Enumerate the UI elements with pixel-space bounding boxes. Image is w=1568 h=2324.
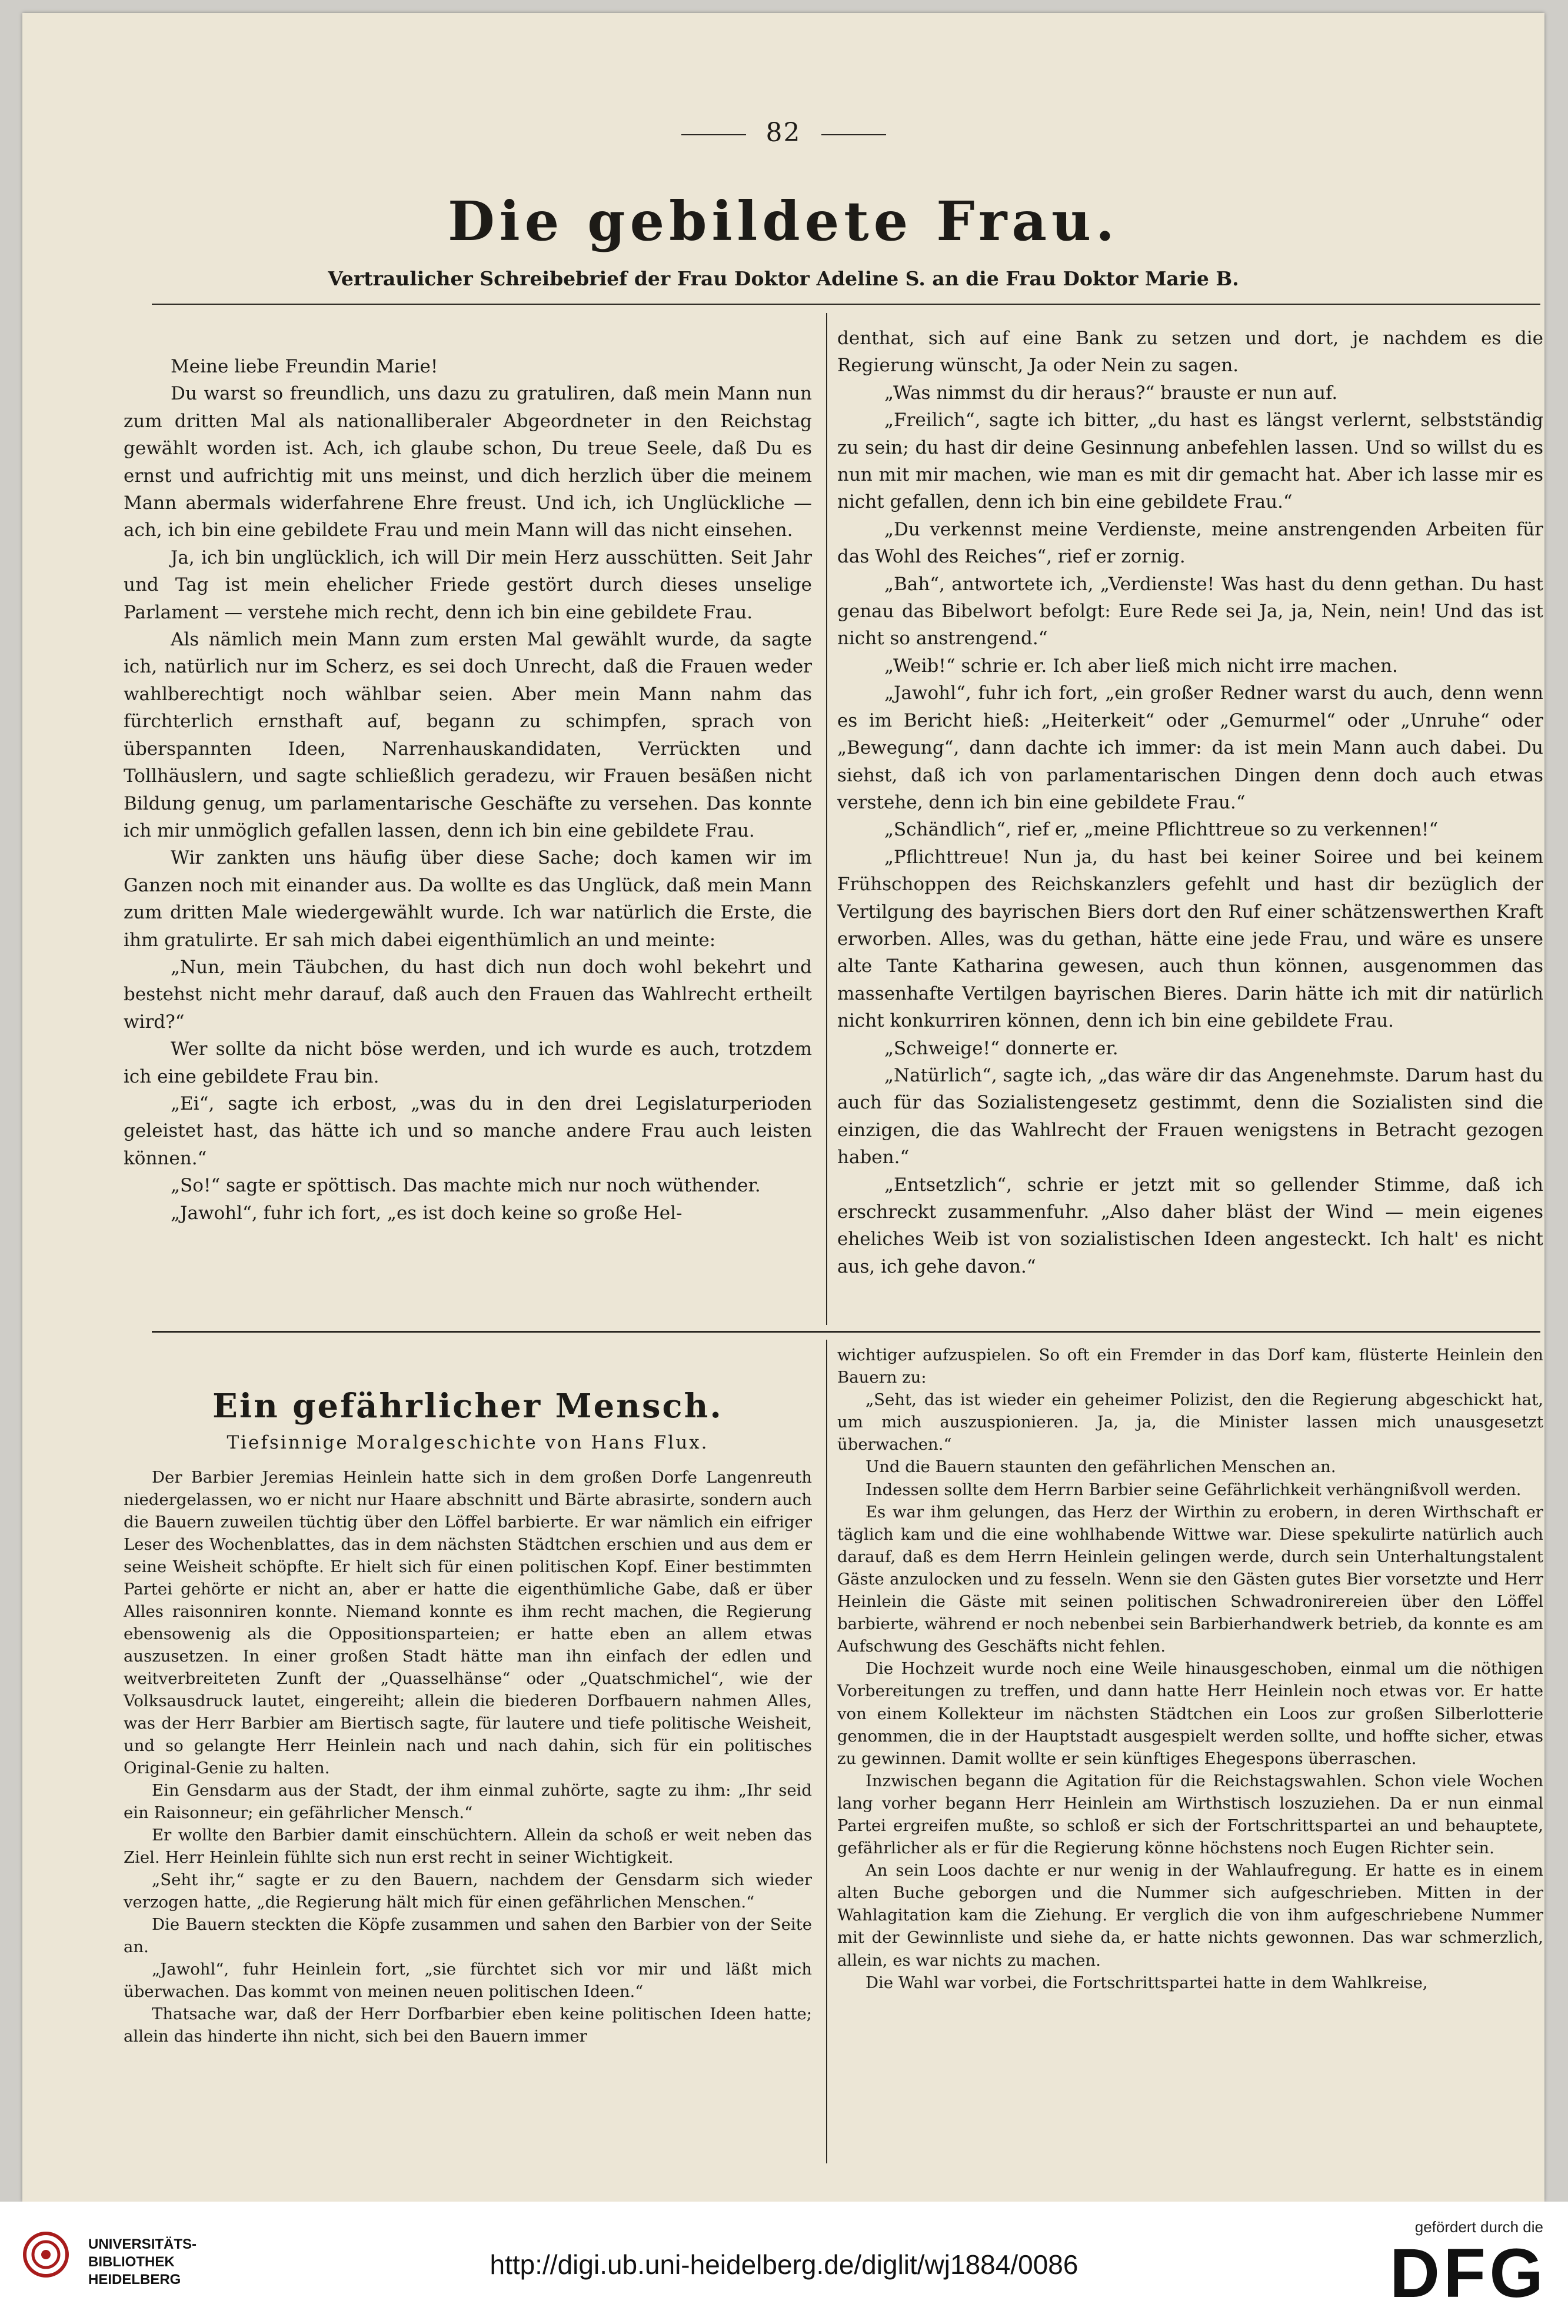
paragraph: Meine liebe Freundin Marie! (171, 356, 438, 377)
paragraph: Thatsache war, daß der Herr Dorfbarbier eben keine politischen Ideen hatte; allein das hinderte ihn nicht, sich bei den Bauern immer (124, 2005, 812, 2046)
paragraph: „So!“ sagte er spöttisch. Das machte mich nur noch wüthender. (171, 1175, 761, 1197)
paragraph: Er wollte den Barbier damit einschüchtern. Allein da schoß er weit neben das Ziel. Herr Heinlein fühlte sich nun erst recht in seiner Wichtigkeit. (124, 1826, 812, 1867)
article-subtitle: Vertraulicher Schreibebrief der Frau Doktor Adeline S. an die Frau Doktor Marie B. (328, 267, 1239, 290)
article2-right-column (837, 1344, 1543, 1994)
paragraph: „Schändlich“, rief er, „meine Pflichttreue so zu verkennen!“ (884, 819, 1439, 841)
article2-subtitle: Tiefsinnige Moralgeschichte von Hans Flux. (227, 1432, 709, 1453)
article1-left-column (124, 353, 812, 1227)
paragraph: „Freilich“, sagte ich bitter, „du hast es längst verlernt, selbstständig zu sein; du hast dir deine Gesinnung anbefehlen lassen. Und so willst du es nun mit mir machen, wie man es mit dir gemacht hat. Aber ich lasse mir es nicht gefallen, denn ich bin eine gebildete Frau.“ (837, 409, 1543, 513)
paragraph: Der Barbier Jeremias Heinlein hatte sich in dem großen Dorfe Langenreuth niedergelassen, wo er nicht nur Haare abschnitt und Bärte abrasirte, sondern auch die Bauern zuweilen tüchtig über den Löffel barbierte. Er war nämlich ein eifriger Leser des Wochenblattes, das in dem nächsten Städtchen erschien und aus dem er seine Weisheit schöpfte. Er hielt sich für einen politischen Kopf. Einer bestimmten Partei gehörte er nicht an, aber er hatte die eigenthümliche Gabe, daß er über Alles raisonniren konnte. Niemand konnte es ihm recht machen, die Regierung ebensowenig als die Oppositionsparteien; er hatte eben an allem etwas auszusetzen. In einer großen Stadt hätte man ihn einfach der edlen und weitverbreiteten Zunft der „Quasselhänse“ oder „Quatschmichel“, wie der Volksausdruck lautet, eingereiht; allein die biederen Dorfbauern nahmen Alles, was der Herr Barbier am Biertisch sagte, für lautere und tiefe politische Weisheit, und so gelangte Herr Heinlein nach und nach dahin, sich für ein politisches Original-Genie zu halten. (124, 1468, 812, 1777)
paragraph: denthat, sich auf eine Bank zu setzen und dort, je nachdem es die Regierung wünscht, Ja oder Nein zu sagen. (837, 328, 1543, 377)
paragraph: Die Hochzeit wurde noch eine Weile hinausgeschoben, einmal um die nöthigen Vorbereitungen zu treffen, und dann hatte Herr Heinlein noch etwas vor. Er hatte von einem Kollekteur im nächsten Städtchen ein Loos zur großen Silberlotterie genommen, die in der Hauptstadt ausgespielt werden sollte, und hoffte sicher, etwas zu gewinnen. Damit wollte er sein künftiges Ehegespons überraschen. (837, 1659, 1543, 1768)
article-title: Die gebildete Frau. (448, 189, 1119, 253)
paragraph: „Schweige!“ donnerte er. (884, 1037, 1118, 1059)
paragraph: Ja, ich bin unglücklich, ich will Dir mein Herz ausschütten. Seit Jahr und Tag ist mein ehelicher Friede gestört durch dieses unselige Parlament — verstehe mich recht, denn ich bin eine gebildete Frau. (124, 547, 812, 623)
paragraph: Wir zankten uns häufig über diese Sache; doch kamen wir im Ganzen noch mit einander aus. Da wollte es das Unglück, daß mein Mann zum dritten Male wiedergewählt wurde. Ich war natürlich die Erste, die ihm gratulirte. Er sah mich dabei eigenthümlich an und meinte: (124, 847, 812, 951)
paragraph: „Jawohl“, fuhr ich fort, „ein großer Redner warst du auch, denn wenn es im Bericht hieß: „Heiterkeit“ oder „Gemurmel“ oder „Unruhe“ oder „Bewegung“, dann dachte ich immer: da ist mein Mann auch dabei. Du siehst, daß ich von parlamentarischen Dingen denn doch auch etwas verstehe, denn ich bin eine gebildete Frau.“ (837, 682, 1543, 813)
paragraph: Indessen sollte dem Herrn Barbier seine Gefährlichkeit verhängnißvoll werden. (865, 1480, 1522, 1499)
article1-right-column (837, 325, 1543, 1280)
paragraph: Es war ihm gelungen, das Herz der Wirthin zu erobern, in deren Wirthschaft er täglich kam und die eine wohlhabende Wittwe war. Diese spekulirte natürlich auch darauf, daß es dem Herrn Heinlein gelingen werde, durch sein Unterhaltungstalent Gäste anzulocken und zu fesseln. Wenn sie den Gästen gutes Bier vorsetzte und Herr Heinlein die Gäste mit seinen politischen Schwadronirereien über den Löffel barbierte, während er noch nebenbei sein Barbierhandwerk betrieb, da konnte es am Aufschwung des Geschäfts nicht fehlen. (837, 1502, 1543, 1656)
paragraph: „Ei“, sagte ich erbost, „was du in den drei Legislaturperioden geleistet hast, das hätte ich und so manche andere Frau auch leisten können.“ (124, 1093, 812, 1169)
paragraph: „Weib!“ schrie er. Ich aber ließ mich nicht irre machen. (884, 655, 1398, 677)
article2-title: Ein gefährlicher Mensch. (212, 1387, 723, 1426)
paragraph: „Was nimmst du dir heraus?“ brauste er nun auf. (884, 382, 1338, 404)
column-divider (826, 1340, 827, 2163)
funder-caption: gefördert durch die (1414, 2218, 1543, 2236)
library-name: UNIVERSITÄTS- BIBLIOTHEK HEIDELBERG (88, 2236, 197, 2288)
paragraph: „Bah“, antwortete ich, „Verdienste! Was hast du denn gethan. Du hast genau das Bibelwort befolgt: Eure Rede sei Ja, ja, Nein, nein! Und das ist nicht so anstrengend.“ (837, 573, 1543, 650)
paragraph: Ein Gensdarm aus der Stadt, der ihm einmal zuhörte, sagte zu ihm: „Ihr seid ein Raisonneur; ein gefährlicher Mensch.“ (124, 1781, 812, 1822)
page-number: 82 (22, 118, 1544, 148)
section-separator (152, 1331, 1540, 1333)
paragraph: Als nämlich mein Mann zum ersten Mal gewählt wurde, da sagte ich, natürlich nur im Scherz, es sei doch Unrecht, daß die Frauen weder wahlberechtigt noch wählbar seien. Aber mein Mann nahm das fürchterlich ernsthaft auf, begann zu schimpfen, sprach von überspannten Ideen, Narrenhauskandidaten, Verrückten und Tollhäuslern, und sagte schließlich geradezu, wir Frauen besäßen nicht Bildung genug, um parlamentarische Geschäfte zu versehen. Das konnte ich mir unmöglich gefallen lassen, denn ich bin eine gebildete Frau. (124, 629, 812, 841)
column-divider (826, 313, 827, 1325)
paragraph: Wer sollte da nicht böse werden, und ich wurde es auch, trotzdem ich eine gebildete Frau bin. (124, 1038, 812, 1087)
paragraph: „Entsetzlich“, schrie er jetzt mit so gellender Stimme, daß ich erschreckt zusammenfuhr. „Also daher bläst der Wind — mein eigenes eheliches Weib ist von sozialistischen Ideen angesteckt. Ich halt' es nicht aus, ich gehe davon.“ (837, 1174, 1543, 1277)
viewer-footer (0, 2202, 1568, 2324)
paragraph: „Natürlich“, sagte ich, „das wäre dir das Angenehmste. Darum hast du auch für das Sozialistengesetz gestimmt, denn die Sozialisten sind die einzigen, die das Wahlrecht der Frauen wenigstens in Betracht gezogen haben.“ (837, 1064, 1543, 1168)
page-url-link[interactable]: http://digi.ub.uni-heidelberg.de/diglit/wj1884/0086 (490, 2249, 1078, 2280)
scanned-page (22, 13, 1544, 2202)
paragraph: „Jawohl“, fuhr Heinlein fort, „sie fürchtet sich vor mir und läßt mich überwachen. Das kommt von meinen neuen politischen Ideen.“ (124, 1960, 812, 2001)
article2-left-column (124, 1466, 812, 2047)
title-rule (152, 304, 1540, 305)
paragraph: „Seht, das ist wieder ein geheimer Polizist, den die Regierung abgeschickt hat, um mich auszuspionieren. Ja, ja, die Minister lassen mich unausgesetzt überwachen.“ (837, 1390, 1543, 1454)
paragraph: An sein Loos dachte er nur wenig in der Wahlaufregung. Er hatte es in einem alten Buche geborgen und die Nummer sich aufgeschrieben. Mitten in der Wahlagitation kam die Ziehung. Er verglich die von ihm aufgeschriebene Nummer mit der Gewinnliste und siehe da, er hatte nichts gewonnen. Das war schmerzlich, allein, es war nichts zu machen. (837, 1861, 1543, 1970)
paragraph: Die Wahl war vorbei, die Fortschrittspartei hatte in dem Wahlkreise, (865, 1973, 1428, 1992)
paragraph: Und die Bauern staunten den gefährlichen Menschen an. (865, 1457, 1336, 1477)
paragraph: Du warst so freundlich, uns dazu zu gratuliren, daß mein Mann nun zum dritten Mal als nationalliberaler Abgeordneter in den Reichstag gewählt worden ist. Ach, ich glaube schon, Du treue Seele, daß Du es ernst und aufrichtig mit uns meinst, und dich herzlich über die meinem Mann abermals widerfahrene Ehre freust. Und ich, ich Unglückliche — ach, ich bin eine gebildete Frau und mein Mann will das nicht einsehen. (124, 383, 812, 541)
paragraph: Die Bauern steckten die Köpfe zusammen und sahen den Barbier von der Seite an. (124, 1915, 812, 1956)
paragraph: „Nun, mein Täubchen, du hast dich nun doch wohl bekehrt und bestehst nicht mehr darauf, daß auch den Frauen das Wahlrecht ertheilt wird?“ (124, 956, 812, 1033)
paragraph: „Jawohl“, fuhr ich fort, „es ist doch keine so große Hel- (171, 1202, 683, 1224)
paragraph: „Seht ihr,“ sagte er zu den Bauern, nachdem der Gensdarm sich wieder verzogen hatte, „die Regierung hält mich für einen gefährlichen Menschen.“ (124, 1870, 812, 1912)
paragraph: Inzwischen begann die Agitation für die Reichstagswahlen. Schon viele Wochen lang vorher begann Herr Heinlein am Wirthstisch loszuziehen. Da er nun einmal Partei ergreifen mußte, so schloß er sich der Fortschrittspartei an und behauptete, gefährlicher als er für die Regierung könne höchstens noch Eugen Richter sein. (837, 1771, 1543, 1858)
paragraph: wichtiger aufzuspielen. So oft ein Fremder in das Dorf kam, flüsterte Heinlein den Bauern zu: (837, 1346, 1543, 1387)
paragraph: „Du verkennst meine Verdienste, meine anstrengenden Arbeiten für das Wohl des Reiches“, rief er zornig. (837, 518, 1543, 568)
dfg-logo: DFG (1389, 2235, 1547, 2312)
paragraph: „Pflichttreue! Nun ja, du hast bei keiner Soiree und bei keinem Frühschoppen des Reichskanzlers gefehlt und hast dir bezüglich der Vertilgung des bayrischen Biers dort den Ruf einer schätzenswerthen Kraft erworben. Alles, was du gethan, hätte eine jede Frau, und wäre es unsere alte Tante Katharina gewesen, auch thun können, ausgenommen das massenhafte Vertilgen bayrischen Bieres. Darin hätte ich mit dir natürlich nicht konkurriren können, denn ich bin eine gebildete Frau. (837, 846, 1543, 1032)
